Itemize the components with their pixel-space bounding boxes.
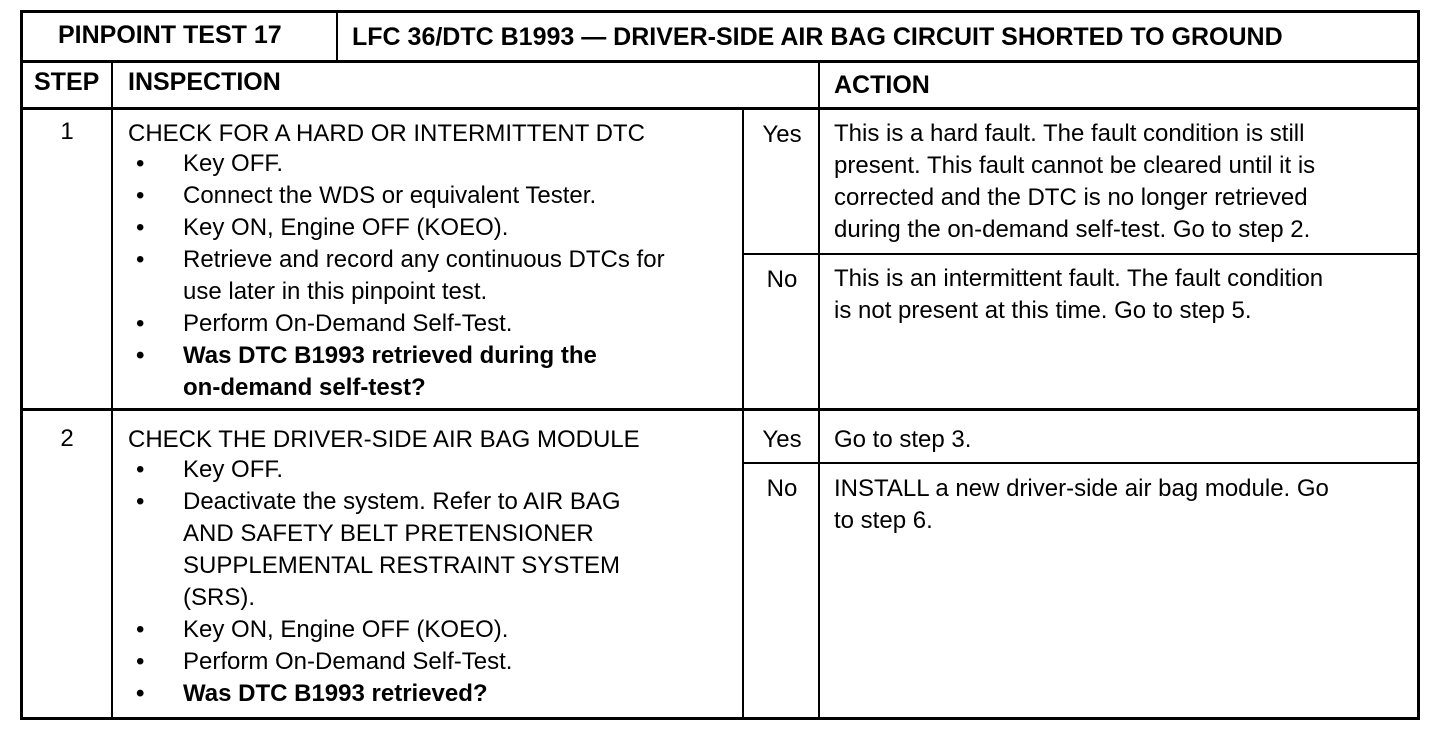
pinpoint-test-table [20, 10, 1420, 720]
header-divider [336, 10, 338, 62]
table-border-right [1417, 10, 1420, 720]
step-checklist [126, 454, 621, 710]
action-line: during the on-demand self-test. Go to step 2. [834, 216, 1311, 243]
checklist-item-continuation [126, 582, 621, 614]
step2-yes-no-divider [742, 462, 1420, 464]
action-line: This is an intermittent fault. The fault condition [834, 265, 1324, 292]
checklist-question-continuation-text: on-demand self-test? [183, 374, 426, 401]
action-line: corrected and the DTC is no longer retrieved [834, 184, 1308, 211]
yes-label: Yes [762, 121, 802, 148]
checklist-item-continuation-text: use later in this pinpoint test. [183, 278, 488, 305]
checklist-item: • Retrieve and record any continuous DTCs for [126, 244, 665, 276]
step-number: 2 [60, 425, 74, 452]
column-header-step: STEP [34, 68, 100, 96]
header-rule [20, 60, 1420, 63]
checklist-item-continuation-text: AND SAFETY BELT PRETENSIONER [183, 520, 594, 547]
table-border-top [20, 10, 1420, 13]
action-line: INSTALL a new driver-side air bag module. Go [834, 475, 1329, 502]
checklist-item: • Key ON, Engine OFF (KOEO). [126, 212, 665, 244]
step-number: 1 [60, 118, 74, 145]
yes-action [834, 118, 1315, 246]
checklist-item-continuation [126, 518, 621, 550]
checklist-item: • Key OFF. [126, 148, 665, 180]
step-checklist [126, 148, 665, 404]
no-label: No [766, 266, 798, 293]
test-label: PINPOINT TEST 17 [58, 21, 282, 49]
yes-no-column-divider [742, 108, 744, 720]
step-column-divider [111, 60, 113, 720]
checklist-item-continuation [126, 276, 665, 308]
action-line: This is a hard fault. The fault condition is still [834, 120, 1305, 147]
step-heading: CHECK FOR A HARD OR INTERMITTENT DTC [128, 120, 645, 147]
column-header-action: ACTION [834, 71, 930, 99]
column-header-rule [20, 107, 1420, 110]
checklist-item: • Perform On-Demand Self-Test. [126, 646, 621, 678]
yes-label: Yes [762, 426, 802, 453]
checklist-question: • Was DTC B1993 retrieved? [126, 678, 621, 710]
checklist-item: • Connect the WDS or equivalent Tester. [126, 180, 665, 212]
action-line: present. This fault cannot be cleared until it is [834, 152, 1316, 179]
no-action [834, 263, 1323, 327]
no-label: No [766, 475, 798, 502]
checklist-item-continuation [126, 550, 621, 582]
step1-yes-no-divider [742, 253, 1420, 255]
column-header-inspection: INSPECTION [128, 68, 281, 96]
checklist-item-continuation-text: SUPPLEMENTAL RESTRAINT SYSTEM [183, 552, 620, 579]
action-line: is not present at this time. Go to step 5. [834, 297, 1252, 324]
step-divider [20, 408, 1420, 411]
checklist-item: • Deactivate the system. Refer to AIR BAG [126, 486, 621, 518]
table-border-bottom [20, 717, 1420, 720]
checklist-question-continuation [126, 372, 665, 404]
step-heading: CHECK THE DRIVER-SIDE AIR BAG MODULE [128, 426, 640, 453]
action-line: Go to step 3. [834, 426, 972, 453]
no-action [834, 473, 1329, 537]
yes-action [834, 424, 971, 456]
action-line: to step 6. [834, 507, 933, 534]
action-column-divider [818, 60, 820, 720]
checklist-item: • Key OFF. [126, 454, 621, 486]
checklist-item: • Key ON, Engine OFF (KOEO). [126, 614, 621, 646]
checklist-item-continuation-text: (SRS). [183, 584, 255, 611]
test-title: LFC 36/DTC B1993 — DRIVER-SIDE AIR BAG CIRCUIT SHORTED TO GROUND [352, 23, 1283, 51]
checklist-item: • Perform On-Demand Self-Test. [126, 308, 665, 340]
checklist-question: • Was DTC B1993 retrieved during the [126, 340, 665, 372]
